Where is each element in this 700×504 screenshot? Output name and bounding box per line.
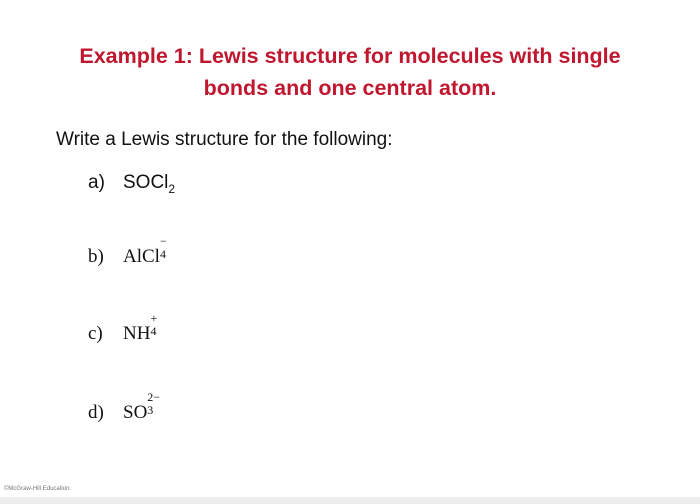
item-letter: c): [88, 323, 103, 344]
formula-superscript: +: [150, 311, 158, 325]
item-letter: d): [88, 402, 104, 423]
formula-subscript: 2: [168, 182, 176, 196]
list-item-c: [88, 311, 164, 346]
list-item-b: [88, 234, 174, 269]
formula-charge-stack: [150, 311, 164, 339]
formula-charge-stack: [159, 234, 174, 262]
copyright-footer: ©McGraw-Hill Education.: [4, 486, 72, 492]
formula-base: AlCl: [123, 246, 160, 267]
formula-superscript: −: [159, 234, 167, 248]
item-letter: b): [88, 246, 104, 267]
chemical-formula: [123, 171, 175, 196]
formula-superscript: 2−: [147, 390, 161, 404]
item-letter: a): [88, 172, 105, 193]
formula-subscript: 3: [147, 403, 154, 417]
chemical-formula: [123, 311, 164, 346]
chemical-formula: [123, 234, 174, 269]
formula-base: SOCl: [123, 172, 169, 193]
formula-base: SO: [123, 402, 148, 423]
formula-subscript: 4: [159, 247, 166, 261]
list-item-a: [88, 171, 175, 196]
chemical-formula: [123, 390, 161, 425]
list-item-d: [88, 390, 161, 425]
formula-base: NH: [123, 323, 151, 344]
slide-title: [40, 40, 660, 104]
formula-subscript: 4: [150, 324, 157, 338]
slide-title-line-1: Example 1: Lewis structure for molecules with single: [79, 44, 621, 68]
instruction-text: Write a Lewis structure for the following:: [56, 129, 393, 150]
formula-charge-stack: [147, 390, 161, 418]
slide-title-line-2: bonds and one central atom.: [203, 76, 497, 100]
